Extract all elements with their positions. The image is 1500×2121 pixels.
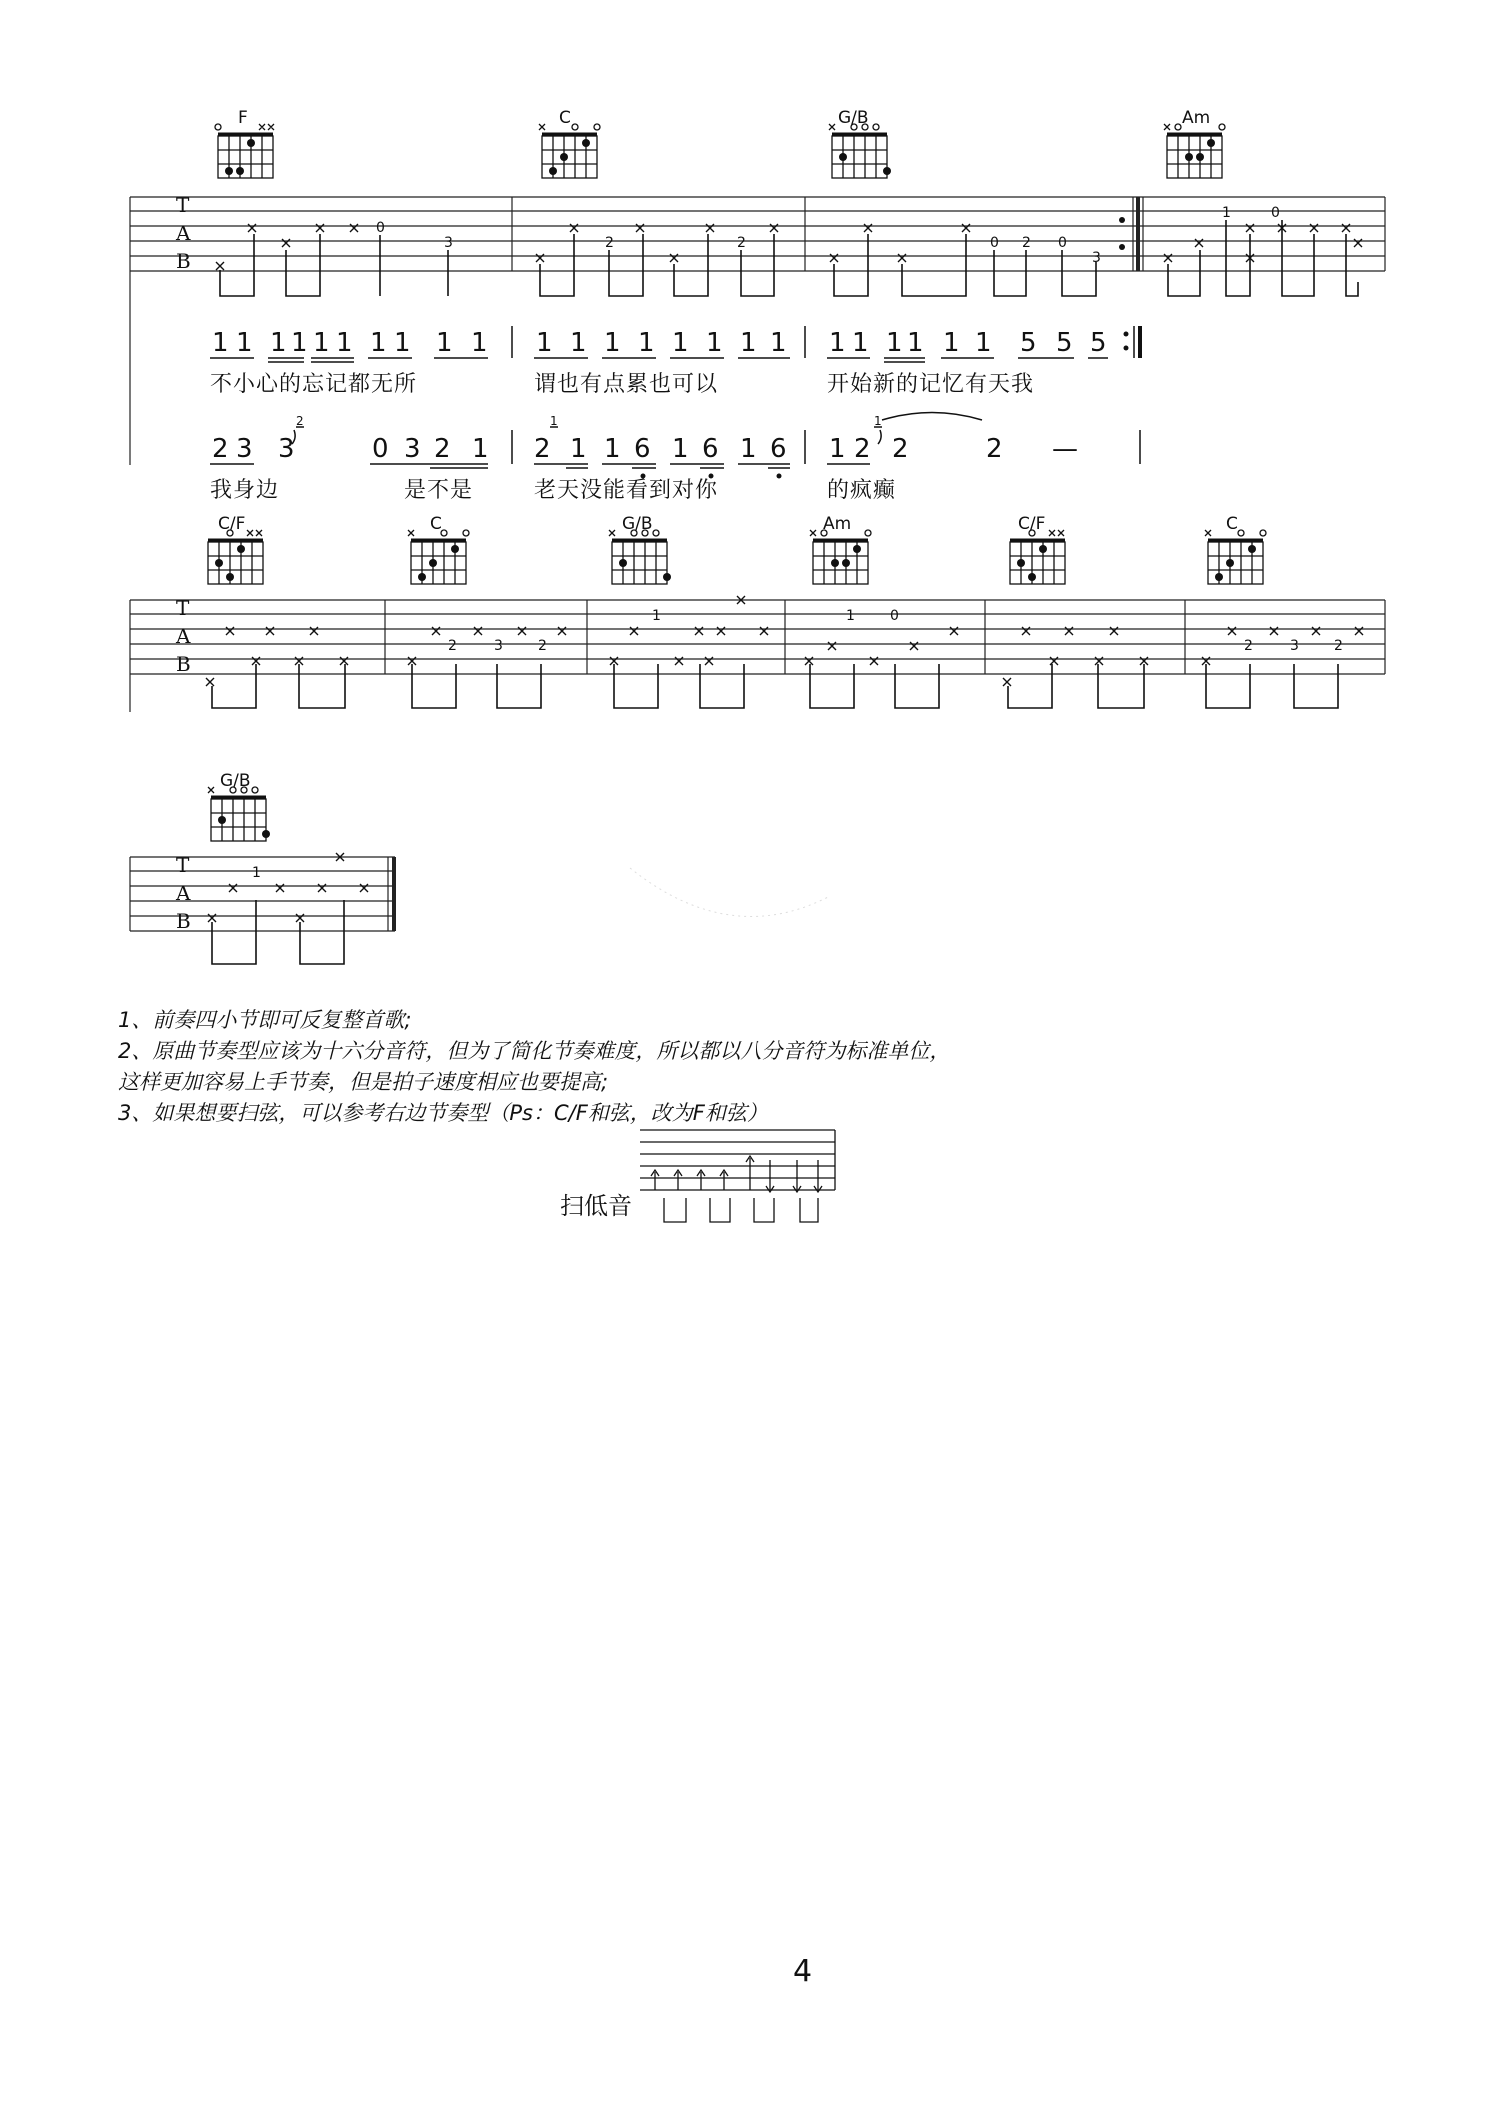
melody-note: 1 [943,328,960,358]
chord-name: G/B [622,514,653,534]
chord-name: Am [1182,108,1211,128]
melody-note: — [1052,434,1078,464]
chord-diagram-c [1205,530,1266,584]
lyric-line: 是不是 [404,478,474,503]
melody-note: 1 [829,328,846,358]
strum-bass-label: 扫低音 [560,1192,632,1220]
melody-note: 1 [370,328,387,358]
melody-note: 1 [740,328,757,358]
tab-fret-number: 0 [1271,205,1280,221]
melody-note: 1 [852,328,869,358]
melody-note: 5 [1020,328,1037,358]
chord-diagram-g-over-b [609,530,671,584]
melody-line-2 [212,434,1078,464]
chord-name: F [238,108,248,128]
tab-fret-number: 2 [737,235,746,251]
tab-notes-1 [216,224,1362,270]
melody-note: 1 [236,328,253,358]
melody-note: 1 [270,328,287,358]
tab-fret-number: 0 [376,220,385,236]
melody-note: 1 [570,328,587,358]
tab-fret-numbers-2 [448,608,1343,654]
chord-diagram-c-over-f [208,530,263,584]
tab-fret-number: 3 [1092,250,1101,266]
tab-fret-number: 1 [1222,205,1231,221]
tab-clef-b: B [176,249,191,273]
chord-name: C [559,108,571,128]
chord-name: G/B [220,771,251,791]
melody-note: 1 [770,328,787,358]
tab-clef-b: B [176,652,191,676]
melody-note: 0 [372,434,389,464]
chord-diagram-g-over-b [208,787,270,841]
strum-pattern [640,1130,835,1222]
melody-note: 1 [706,328,723,358]
svg-text:2: 2 [296,414,304,428]
melody-note: 1 [604,328,621,358]
svg-text:1: 1 [550,414,558,428]
chord-name: C/F [1018,514,1046,534]
lyric-line: 开始新的记忆有天我 [827,372,1035,397]
rhythm-stems-2 [212,664,1338,708]
tab-staff-2 [130,600,1385,712]
melody-note: 1 [472,434,489,464]
melody-note: 5 [1090,328,1107,358]
melody-note: 2 [854,434,871,464]
melody-note: 1 [536,328,553,358]
chord-diagram-c-over-f [1010,530,1065,584]
instruction-note-4: 3、如果想要扫弦，可以参考右边节奏型（Ps：C/F和弦，改为F和弦） [118,1101,768,1125]
tab-fret-number: 2 [605,235,614,251]
melody-note: 1 [212,328,229,358]
tab-clef-t: T [176,193,190,217]
melody-note: 1 [313,328,330,358]
melody-note: 2 [434,434,451,464]
melody-note: 1 [604,434,621,464]
melody-note: 1 [740,434,757,464]
chord-name: Am [823,514,852,534]
tab-fret-number: 2 [1244,638,1253,654]
melody-note: 5 [1056,328,1073,358]
rhythm-stems-1 [220,220,1358,296]
tab-fret-number: 1 [846,608,855,624]
tab-fret-number: 2 [538,638,547,654]
chord-name: G/B [838,108,869,128]
chord-name: C/F [218,514,246,534]
tab-fret-number: 2 [448,638,457,654]
melody-note: 1 [638,328,655,358]
melody-note: 2 [212,434,229,464]
chord-diagram-am [810,530,871,584]
tab-clef-t: T [176,596,190,620]
tab-fret-number: 3 [494,638,503,654]
lyric-line: 我身边 [210,478,280,503]
melody-note: 1 [471,328,488,358]
melody-note: 1 [336,328,353,358]
tab-clef-a: A [176,624,191,648]
lyric-line: 谓也有点累也可以 [534,372,719,397]
melody-note: 1 [394,328,411,358]
melody-note: 1 [829,434,846,464]
tab-staff-3 [130,857,395,931]
tab-clef-a: A [176,881,191,905]
melody-note: 1 [672,434,689,464]
melody-note: 1 [907,328,924,358]
instruction-note-1: 1、前奏四小节即可反复整首歌; [118,1008,412,1032]
tab-fret-number: 1 [652,608,661,624]
tab-fret-number: 2 [1334,638,1343,654]
chord-diagram-c [408,530,469,584]
melody-note: 2 [892,434,909,464]
chord-diagram-f [215,124,274,178]
instruction-note-2: 2、原曲节奏型应该为十六分音符，但为了简化节奏难度，所以都以八分音符为标准单位， [118,1039,951,1063]
melody-note: 1 [886,328,903,358]
chord-diagram-g-over-b [829,124,891,178]
chord-name: C [1226,514,1238,534]
melody-note: 1 [672,328,689,358]
melody-note: 3 [236,434,253,464]
chord-name: C [430,514,442,534]
melody-note: 6 [702,434,719,464]
tab-fret-number: 3 [444,235,453,251]
tab-clef-a: A [176,221,191,245]
tab-clef-b: B [176,909,191,933]
instruction-note-3: 这样更加容易上手节奏，但是拍子速度相应也要提高; [118,1070,609,1094]
chord-diagram-c [539,124,600,178]
lyric-line: 老天没能看到对你 [534,478,719,503]
melody-note: 6 [770,434,787,464]
melody-line-1 [212,328,1107,358]
tab-clef-t: T [176,853,190,877]
melody-note: 1 [975,328,992,358]
tab-fret-number: 2 [1022,235,1031,251]
lyric-line: 不小心的忘记都无所 [210,372,418,397]
melody-note: 3 [278,434,295,464]
tab-fret-number: 0 [890,608,899,624]
melody-note: 1 [570,434,587,464]
chord-diagram-am [1164,124,1225,178]
rhythm-stems-3 [212,900,344,964]
tab-fret-number: 0 [990,235,999,251]
melody-note: 1 [291,328,308,358]
melody-note: 1 [436,328,453,358]
melody-note: 3 [404,434,421,464]
tab-fret-number: 3 [1290,638,1299,654]
tab-fret-number: 1 [252,865,261,881]
tab-fret-number: 0 [1058,235,1067,251]
svg-text:1: 1 [874,414,882,428]
melody-note: 2 [534,434,551,464]
melody-note: 6 [634,434,651,464]
page-number: 4 [793,1954,813,1989]
melody-note: 2 [986,434,1003,464]
lyric-line: 的疯癫 [827,478,897,503]
grace-notes [296,414,882,428]
